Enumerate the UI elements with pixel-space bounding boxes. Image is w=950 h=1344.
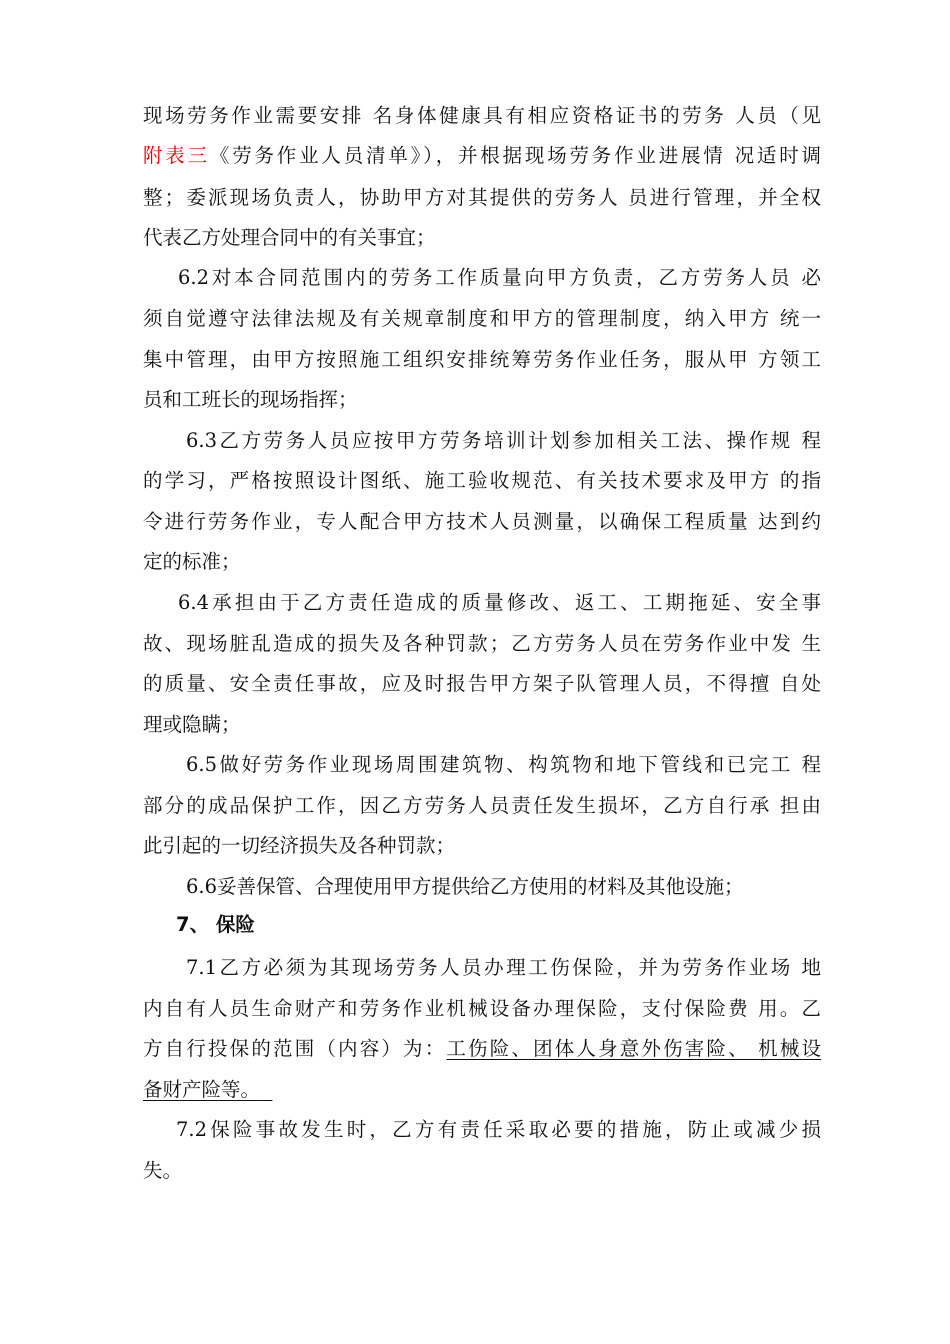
clause-7-2-line: 7.2保险事故发生时，乙方有责任采取必要的措施，防止或减少损: [176, 1118, 821, 1141]
paragraph-line: 现场劳务作业需要安排 名身体健康具有相应资格证书的劳务 人员（见: [143, 104, 821, 127]
paragraph-line: 附表三《劳务作业人员清单》），并根据现场劳务作业进展情 况适时调: [143, 144, 821, 167]
paragraph-line: 员和工班长的现场指挥；: [143, 388, 358, 411]
paragraph-line: 理或隐瞒；: [143, 713, 241, 736]
clause-6-2-line: 6.2对本合同范围内的劳务工作质量向甲方负责，乙方劳务人员 必: [178, 266, 821, 289]
clause-6-3-line: 6.3乙方劳务人员应按甲方劳务培训计划参加相关工法、操作规 程: [186, 429, 821, 452]
paragraph-line: 定的标准；: [143, 550, 241, 573]
paragraph-line: [143, 1078, 821, 1102]
paragraph-line: 方自行投保的范围（内容）为：工伤险、团体人身意外伤害险、 机械设: [143, 1037, 821, 1060]
paragraph-line: 的质量、安全责任事故，应及时报告甲方架子队管理人员，不得擅 自处: [143, 672, 821, 695]
paragraph-line: 此引起的一切经济损失及各种罚款；: [143, 834, 456, 857]
paragraph-line: 部分的成品保护工作，因乙方劳务人员责任发生损坏，乙方自行承 担由: [143, 794, 821, 817]
clause-6-5-line: 6.5做好劳务作业现场周围建筑物、构筑物和地下管线和已完工 程: [186, 753, 821, 776]
paragraph-line: 集中管理，由甲方按照施工组织安排统筹劳务作业任务，服从甲 方领工: [143, 348, 821, 371]
paragraph-line: 的学习，严格按照设计图纸、施工验收规范、有关技术要求及甲方 的指: [143, 469, 821, 492]
paragraph-line: 令进行劳务作业，专人配合甲方技术人员测量，以确保工程质量 达到约: [143, 510, 821, 533]
insurance-scope-underlined: 工伤险、团体人身意外伤害险、 机械设: [446, 1037, 821, 1060]
paragraph-line: 整；委派现场负责人，协助甲方对其提供的劳务人 员进行管理，并全权: [143, 186, 821, 209]
paragraph-line: 失。: [143, 1159, 183, 1182]
paragraph-line: 须自觉遵守法律法规及有关规章制度和甲方的管理制度，纳入甲方 统一: [143, 307, 821, 330]
paragraph-line: 故、现场脏乱造成的损失及各种罚款；乙方劳务人员在劳务作业中发 生: [143, 632, 821, 655]
section-heading-insurance: 7、 保险: [176, 913, 255, 936]
paragraph-line: 代表乙方处理合同中的有关事宜；: [143, 226, 436, 249]
insurance-scope-underlined: 备财产险等。: [143, 1078, 261, 1101]
paragraph-line: 内自有人员生命财产和劳务作业机械设备办理保险，支付保险费 用。乙: [143, 997, 821, 1020]
clause-6-4-line: 6.4承担由于乙方责任造成的质量修改、返工、工期拖延、安全事: [178, 591, 821, 614]
appendix-reference: 附表三: [143, 144, 210, 167]
clause-6-6-line: 6.6妥善保管、合理使用甲方提供给乙方使用的材料及其他设施；: [186, 875, 744, 898]
clause-7-1-line: 7.1乙方必须为其现场劳务人员办理工伤保险，并为劳务作业场 地: [186, 956, 821, 979]
